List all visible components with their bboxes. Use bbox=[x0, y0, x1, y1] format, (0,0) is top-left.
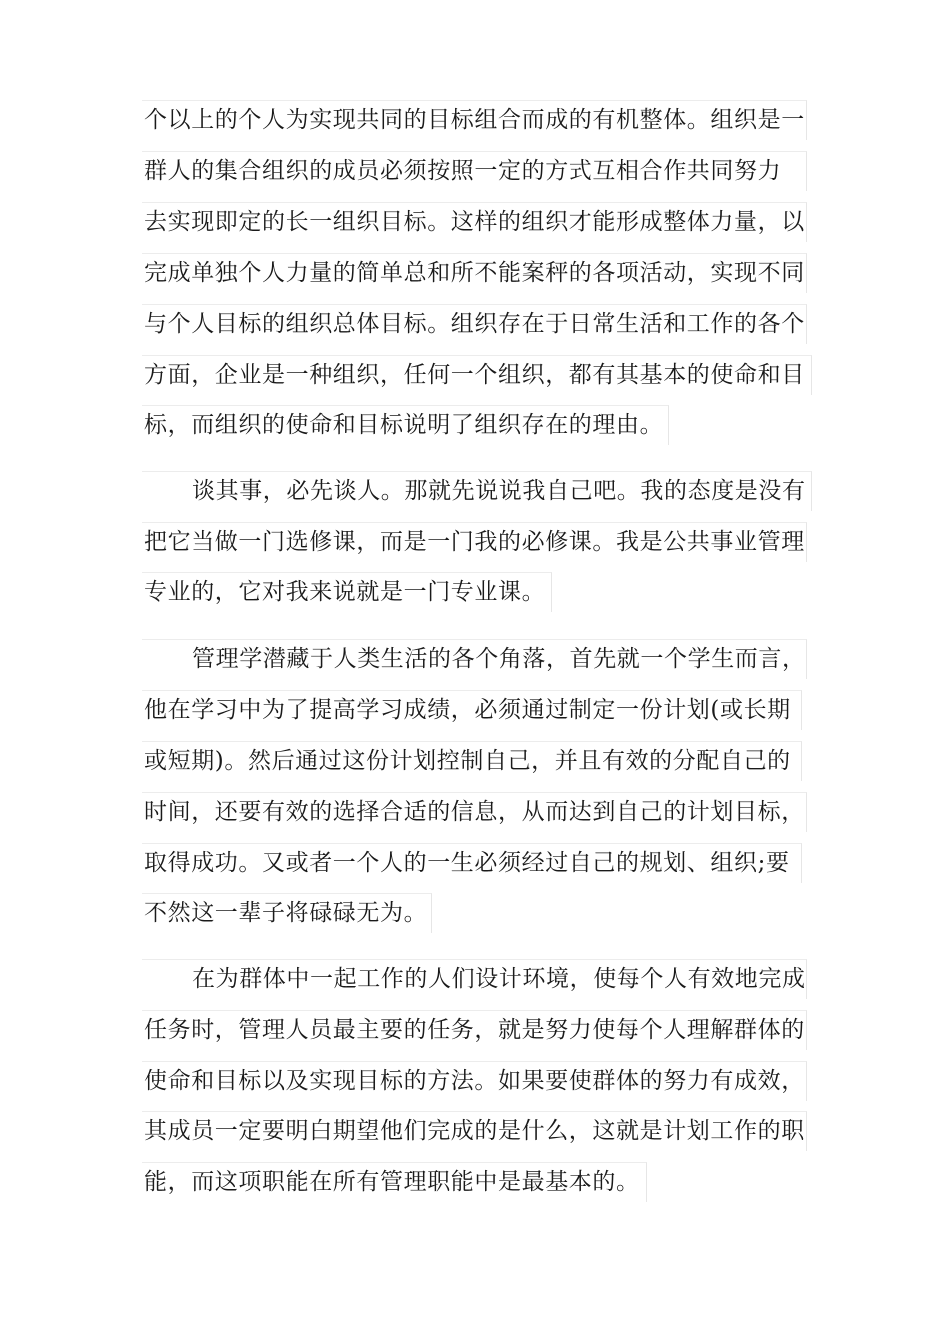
text-line: 不然这一辈子将碌碌无为。 bbox=[144, 900, 428, 926]
text-line: 时间，还要有效的选择合适的信息，从而达到自己的计划目标， bbox=[144, 799, 805, 825]
text-line: 其成员一定要明白期望他们完成的是什么，这就是计划工作的职 bbox=[144, 1118, 805, 1144]
text-line: 把它当做一门选修课，而是一门我的必修课。我是公共事业管理 bbox=[144, 529, 805, 555]
text-line: 或短期)。然后通过这份计划控制自己，并且有效的分配自己的 bbox=[144, 748, 791, 774]
text-line: 谈其事，必先谈人。那就先说说我自己吧。我的态度是没有 bbox=[192, 478, 806, 504]
text-line: 方面，企业是一种组织，任何一个组织，都有其基本的使命和目 bbox=[144, 362, 805, 388]
text-line: 任务时，管理人员最主要的任务，就是努力使每个人理解群体的 bbox=[144, 1017, 805, 1043]
text-line: 群人的集合组织的成员必须按照一定的方式互相合作共同努力 bbox=[144, 158, 782, 184]
text-line: 在为群体中一起工作的人们设计环境，使每个人有效地完成 bbox=[192, 966, 806, 992]
text-line: 个以上的个人为实现共同的目标组合而成的有机整体。组织是一 bbox=[144, 107, 805, 133]
text-line: 能，而这项职能在所有管理职能中是最基本的。 bbox=[144, 1169, 640, 1195]
text-line: 去实现即定的长一组织目标。这样的组织才能形成整体力量，以 bbox=[144, 209, 805, 235]
text-line: 完成单独个人力量的简单总和所不能案秤的各项活动，实现不同 bbox=[144, 260, 805, 286]
text-line: 专业的，它对我来说就是一门专业课。 bbox=[144, 579, 546, 605]
text-line: 标，而组织的使命和目标说明了组织存在的理由。 bbox=[144, 412, 664, 438]
text-line: 使命和目标以及实现目标的方法。如果要使群体的努力有成效， bbox=[144, 1068, 805, 1094]
text-line: 管理学潜藏于人类生活的各个角落，首先就一个学生而言， bbox=[192, 646, 806, 672]
text-line: 与个人目标的组织总体目标。组织存在于日常生活和工作的各个 bbox=[144, 311, 805, 337]
text-line: 他在学习中为了提高学习成绩，必须通过制定一份计划(或长期 bbox=[144, 697, 791, 723]
text-line: 取得成功。又或者一个人的一生必须经过自己的规划、组织;要 bbox=[144, 850, 790, 876]
